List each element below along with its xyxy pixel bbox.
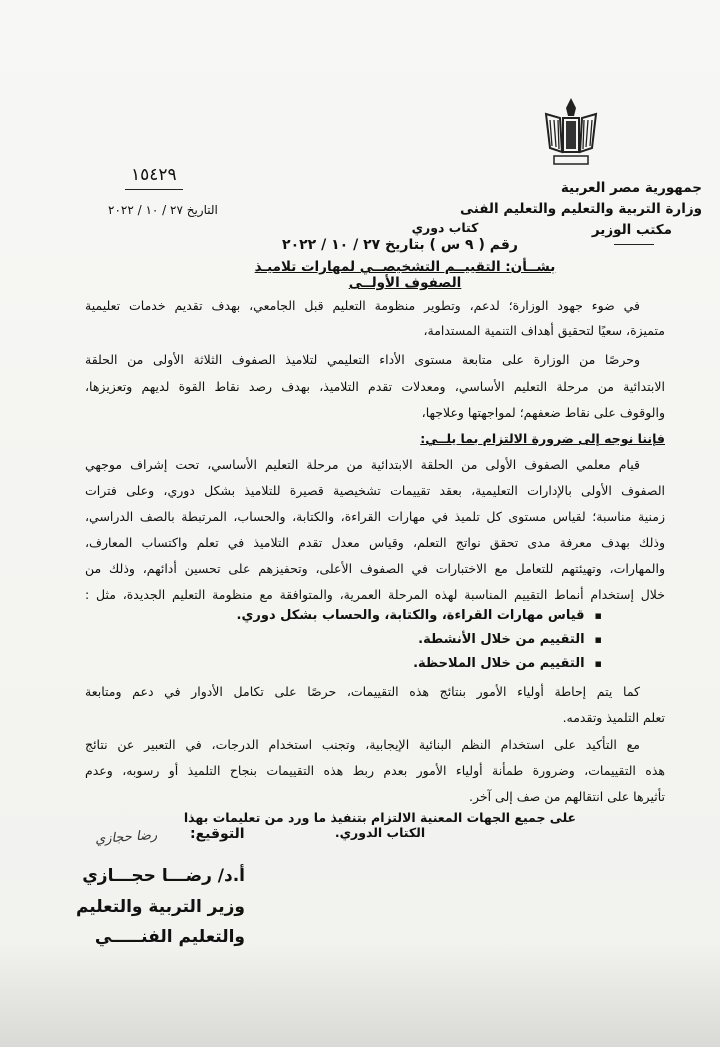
- letterhead-office: مكتب الوزير: [591, 222, 672, 238]
- bullet-item: ▪ التقييم من خلال الأنشطة.: [418, 632, 602, 647]
- signature-label: التوقيع:: [190, 826, 245, 842]
- letterhead: [460, 178, 702, 245]
- letterhead-country: جمهورية مصر العربية: [560, 180, 702, 196]
- paragraph-line: والوقوف على نقاط ضعفهم؛ لمواجهتها وعلاجها،: [421, 405, 665, 420]
- paragraph-line: مع التأكيد على استخدام النظم البنائية الإيجابية، وتجنب استخدام الدرجات، في التعبير عن نتائج: [85, 737, 640, 752]
- handwritten-signature: رضا حجازي: [94, 827, 158, 848]
- paragraph-line: تعلم التلميذ وتقدمه.: [562, 710, 665, 725]
- registry-date: التاريخ ٢٧ / ١٠ / ٢٠٢٢: [108, 203, 218, 217]
- directive-heading: فإننا نوجه إلى ضرورة الالتزام بما يلــي:: [420, 431, 665, 446]
- signatory-name: أ.د/ رضـــا حجـــازي: [82, 866, 245, 886]
- document-number-line: رقم ( ٩ س ) بتاريخ ٢٧ / ١٠ / ٢٠٢٢: [282, 237, 518, 253]
- paragraph-line: كما يتم إحاطة أولياء الأمور بنتائج هذه التقييمات، حرصًا على تكامل الأدوار في دعم ومتابعة: [85, 684, 640, 699]
- paragraph-line: في ضوء جهود الوزارة؛ لدعم، وتطوير منظومة التعليم قبل الجامعي، بهدف تقديم خدمات تعليمية: [85, 298, 640, 313]
- document-type: كتاب دوري: [411, 220, 479, 235]
- paragraph-line: هذه التقييمات، وضرورة طمأنة أولياء الأمور بعدم ربط هذه التقييمات بنجاح التلميذ أو رسوبه، وعدم: [85, 763, 665, 778]
- eagle-emblem: [540, 96, 602, 168]
- document-subject: بشــأن: التقييــم التشخيصــي لمهارات تلاميـذ الصفوف الأولــى: [254, 259, 556, 291]
- bullet-item: ▪ التقييم من خلال الملاحظة.: [413, 656, 602, 671]
- paragraph-line: وذلك بهدف معرفة مدى تحقق نواتج التعلم، وقياس معدل تقدم التلاميذ في تعلم واكتساب المعارف،: [85, 535, 665, 550]
- paragraph-line: الصفوف الأولى بالإدارات التعليمية، بعقد تقييمات تشخيصية قصيرة للتلاميذ بشكل دوري، وعلى فترات: [85, 483, 665, 498]
- paragraph-line: قيام معلمي الصفوف الأولى من الحلقة الابتدائية من مرحلة التعليم الأساسي، تحت إشراف موجهي: [85, 457, 640, 472]
- signatory-title-continued: والتعليم الفنـــــي: [94, 927, 245, 947]
- paragraph-line: خلال إستخدام أنماط التقييم المناسبة لهذه المرحلة العمرية، والمتوافقة مع منظومة التعليم الجديدة، مثل :: [85, 587, 665, 602]
- paragraph-line: والمهارات، وتهيئتهم للتعامل مع الاختبارات في الصفوف الأعلى، وتحفيزهم على تحسين أدائهم، وذلك من: [85, 561, 665, 576]
- closing-instruction: على جميع الجهات المعنية الالتزام بتنفيذ ما ورد من تعليمات بهذا الكتاب الدوري.: [183, 810, 577, 840]
- paragraph-line: الابتدائية من مرحلة التعليم الأساسي، ومعدلات تقدم التلاميذ، بهدف رصد نقاط القوة لديهم وتعزيزها،: [85, 379, 665, 394]
- registry-number: ١٥٤٢٩: [125, 165, 183, 190]
- paragraph-line: متميزة، سعيًا لتحقيق أهداف التنمية المستدامة،: [423, 323, 665, 338]
- letterhead-divider: [614, 244, 654, 245]
- paragraph-line: زمنية مناسبة؛ لقياس مستوى كل تلميذ في مهارات القراءة، والكتابة، والحساب، المرتبطة بالصف الدراسي،: [85, 509, 665, 524]
- paragraph-line: وحرصًا من الوزارة على متابعة مستوى الأداء التعليمي لتلاميذ الصفوف الثلاثة الأولى من الحلقة: [85, 352, 640, 367]
- bullet-item: ▪ قياس مهارات القراءة، والكتابة، والحساب بشكل دوري.: [237, 608, 602, 623]
- signatory-title: وزير التربية والتعليم: [75, 897, 245, 917]
- paragraph-line: تأثيرها على انتقالهم من صف إلى آخر.: [469, 789, 665, 804]
- letterhead-ministry: وزارة التربية والتعليم والتعليم الفنى: [460, 201, 702, 217]
